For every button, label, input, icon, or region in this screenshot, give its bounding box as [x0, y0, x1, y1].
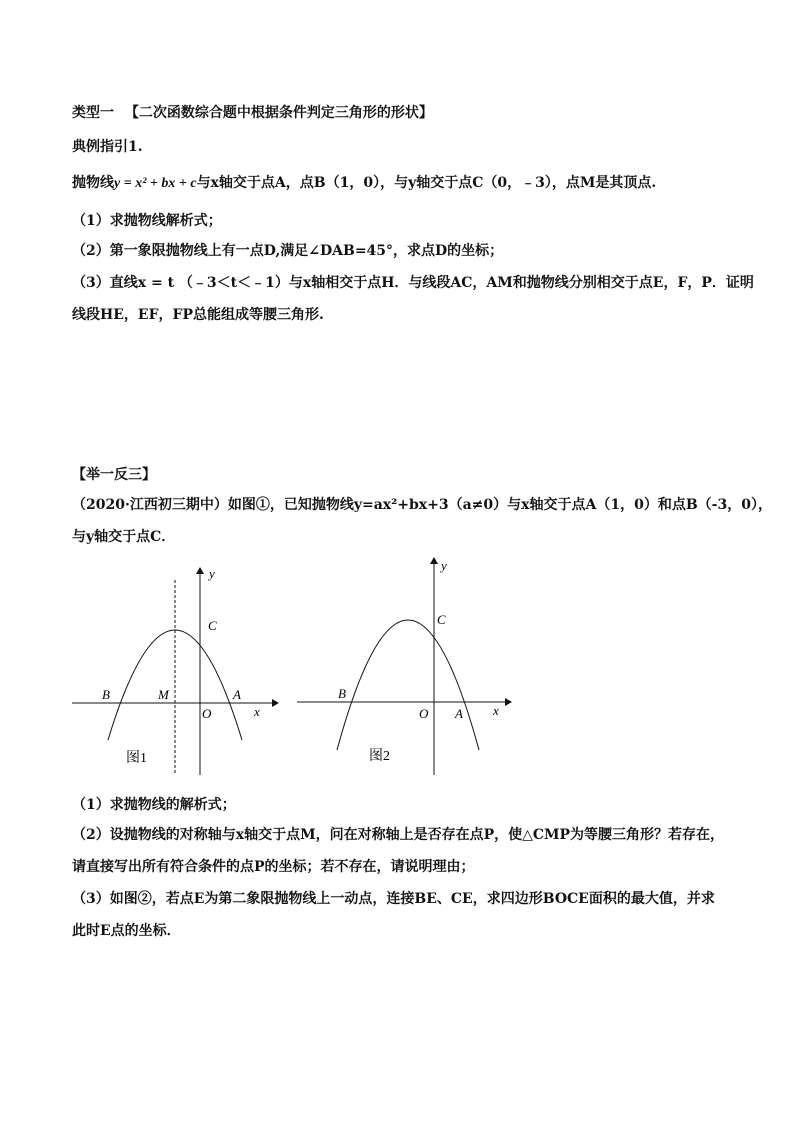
stem-post: 与x轴交于点A，点B（1，0），与y轴交于点C（0，﹣3），点M是其顶点.: [196, 175, 657, 191]
practice-stem-line1: （2020·江西初三期中）如图①，已知抛物线y=ax²+bx+3（a≠0）与x轴交于点A（1，0）和点B（-3，0），: [72, 497, 772, 513]
section-heading: [72, 102, 433, 122]
practice-question-2-cont: 请直接写出所有符合条件的点P的坐标；若不存在，请说明理由；: [72, 859, 475, 875]
fig2-label-x: x: [493, 703, 499, 718]
example-question-2: （2）第一象限抛物线上有一点D,满足∠DAB=45°，求点D的坐标；: [72, 243, 504, 259]
example-question-1: （1）求抛物线解析式；: [72, 213, 222, 229]
practice-question-2: （2）设抛物线的对称轴与x轴交于点M，问在对称轴上是否存在点P，使△CMP为等腰三角形？若存在，: [72, 827, 725, 843]
fig2-label-o: O: [419, 706, 429, 721]
fig2-label-b: B: [338, 686, 346, 701]
example-label: 典例指引1.: [72, 139, 143, 155]
fig1-caption: 图1: [126, 751, 147, 766]
fig1-label-m: M: [158, 687, 169, 702]
stem-pre: 抛物线: [72, 175, 114, 191]
practice-stem-line2: 与y轴交于点C．: [72, 529, 176, 545]
figure-2: [295, 552, 520, 780]
fig2-label-a: A: [455, 706, 463, 721]
stem-formula: y = x² + bx + c: [114, 176, 197, 191]
fig2-caption: 图2: [369, 749, 390, 764]
practice-question-3: （3）如图②，若点E为第二象限抛物线上一动点，连接BE、CE，求四边形BOCE面积的最大值，并求: [72, 891, 715, 907]
section-title: 【二次函数综合题中根据条件判定三角形的形状】: [124, 105, 433, 121]
type-label: 类型一: [72, 105, 114, 121]
practice-question-3-cont: 此时E点的坐标．: [72, 923, 181, 939]
fig2-parabola: [337, 620, 479, 750]
fig2-label-y: y: [441, 558, 447, 573]
fig1-label-y: y: [209, 566, 215, 581]
fig1-label-a: A: [233, 687, 241, 702]
fig2-label-c: C: [437, 612, 446, 627]
practice-label: 【举一反三】: [72, 467, 156, 483]
example-stem: [72, 172, 656, 192]
fig1-label-o: O: [202, 706, 212, 721]
fig1-label-c: C: [208, 618, 217, 633]
example-question-3-cont: 线段HE，EF，FP总能组成等腰三角形.: [72, 307, 324, 323]
fig1-label-x: x: [254, 704, 260, 719]
example-question-3: （3）直线x = t （﹣3＜t＜﹣1）与x轴相交于点H．与线段AC，AM和抛物线分别相交于点E，F，P．证明: [72, 275, 754, 291]
figure-1: [70, 560, 285, 780]
fig1-label-b: B: [102, 687, 110, 702]
practice-question-1: （1）求抛物线的解析式；: [72, 797, 236, 813]
